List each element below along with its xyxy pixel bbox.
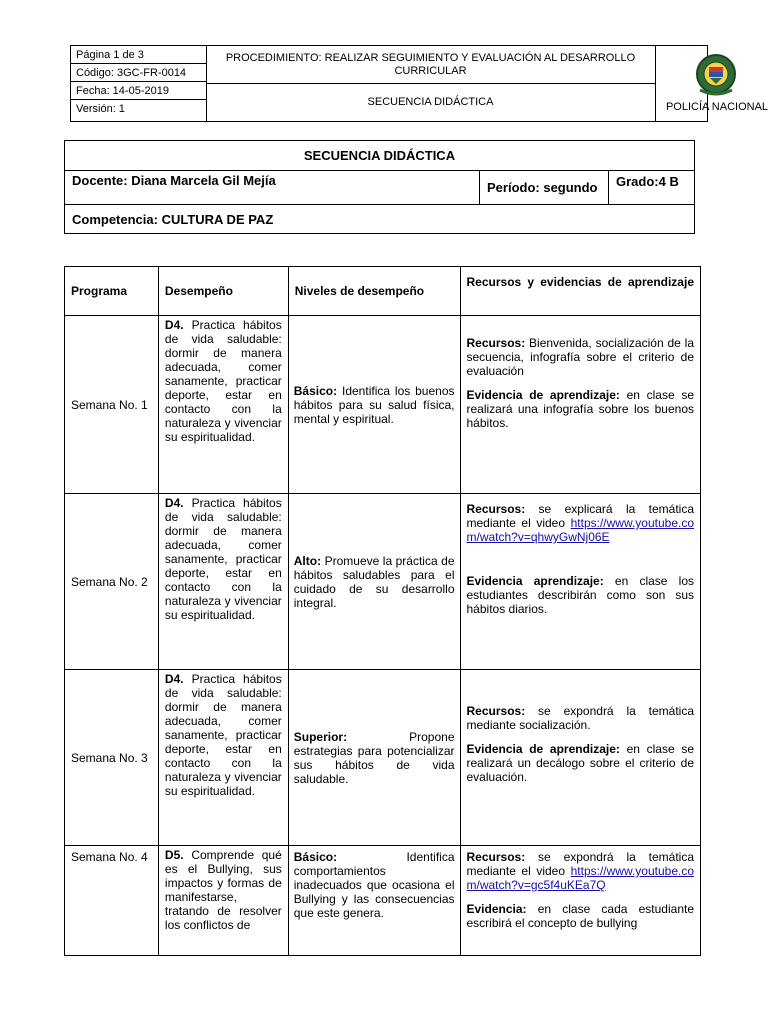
desempeno-text: Practica hábitos de vida saludable: dormir de manera adecuada, comer sanamente, practicar deporte, estar en contacto con la naturaleza y vivenciar su espiritualidad.: [164, 496, 282, 622]
grade: Grado:4 B: [608, 171, 694, 204]
desempeno-cell: [158, 670, 288, 846]
recursos-text: se expondrá la temática mediante socialización.: [466, 704, 694, 732]
header-niveles: Niveles de desempeño: [288, 267, 460, 316]
desempeno-cell: [158, 846, 288, 956]
evidencia-paragraph: [467, 902, 695, 930]
procedure-title: PROCEDIMIENTO: REALIZAR SEGUIMIENTO Y EVALUACIÓN AL DESARROLLO CURRICULAR: [206, 46, 655, 84]
evidencia-label: Evidencia de aprendizaje:: [466, 388, 620, 402]
evidencia-text: en clase se realizará una infografía sobre los buenos hábitos.: [466, 388, 695, 430]
evidencia-text: en clase se realizará un decálogo sobre el criterio de evaluación.: [466, 742, 695, 784]
evidencia-text: en clase cada estudiante escribirá el concepto de bullying: [466, 902, 694, 930]
document-meta: [71, 46, 207, 121]
desempeno-code: D4.: [164, 496, 184, 510]
video-link[interactable]: https://www.youtube.com/watch?v=gc5f4uKEa7Q: [466, 864, 695, 892]
nivel-label: Superior:: [293, 729, 348, 744]
recursos-paragraph: [467, 850, 695, 892]
desempeno-text: Practica hábitos de vida saludable: dormir de manera adecuada, comer sanamente, practicar deporte, estar en contacto con la naturaleza y vivenciar su espiritualidad.: [164, 672, 282, 798]
evidencia-text: en clase los estudiantes describirán como son sus hábitos diarios.: [466, 574, 694, 616]
police-seal-icon: [692, 52, 740, 98]
nivel-label: Básico:: [293, 850, 338, 864]
evidencia-paragraph: [467, 574, 695, 616]
document-code: Código: 3GC-FR-0014: [71, 64, 206, 82]
nivel-label: Básico:: [293, 383, 338, 398]
desempeno-cell: [158, 316, 288, 494]
programa-cell: Semana No. 2: [65, 494, 159, 670]
desempeno-text: Comprende qué es el Bullying, sus impactos y formas de manifestarse, tratando de resolver los conflictos de: [164, 848, 282, 932]
recursos-paragraph: [467, 704, 695, 732]
recursos-text: se explicará la temática mediante el video: [466, 502, 694, 530]
nivel-cell: [288, 670, 460, 846]
header-programa: Programa: [65, 267, 159, 316]
header-desempeno: Desempeño: [158, 267, 288, 316]
recursos-label: Recursos:: [466, 336, 526, 350]
recursos-cell: [460, 494, 701, 670]
desempeno-code: D5.: [164, 848, 184, 862]
desempeno-code: D4.: [164, 318, 184, 332]
nivel-cell: [288, 494, 460, 670]
evidencia-paragraph: [467, 388, 695, 430]
table-row: [65, 316, 701, 494]
institution-name: POLICÍA NACIONAL: [665, 101, 768, 113]
nivel-text: Propone estrategias para potencializar sus hábitos de vida saludable.: [293, 729, 455, 786]
recursos-label: Recursos:: [466, 850, 526, 864]
header-titles: [206, 46, 656, 121]
evidencia-label: Evidencia:: [466, 902, 527, 916]
programa-cell: Semana No. 1: [65, 316, 159, 494]
recursos-paragraph: [467, 336, 695, 378]
programa-cell: Semana No. 3: [65, 670, 159, 846]
recursos-label: Recursos:: [466, 704, 526, 718]
document-date: Fecha: 14-05-2019: [71, 82, 206, 100]
table-header-row: [65, 267, 701, 316]
evidencia-label: Evidencia de aprendizaje:: [466, 742, 620, 756]
evidencia-paragraph: [467, 742, 695, 784]
header-recursos: [460, 267, 701, 316]
sequence-table: [64, 266, 701, 956]
programa-cell: Semana No. 4: [65, 846, 159, 956]
nivel-cell: [288, 846, 460, 956]
period: Período: segundo: [479, 171, 675, 204]
document-version: Versión: 1: [76, 103, 125, 115]
sequence-title: SECUENCIA DIDÁCTICA: [65, 141, 694, 171]
video-link[interactable]: https://www.youtube.com/watch?v=qhwyGwNj06E: [466, 516, 695, 544]
evidencia-label: Evidencia aprendizaje:: [466, 574, 604, 588]
desempeno-text: Practica hábitos de vida saludable: dormir de manera adecuada, comer sanamente, practicar deporte, estar en contacto con la naturaleza y vivenciar su espiritualidad.: [164, 318, 282, 444]
institution-logo-cell: [655, 46, 768, 121]
sequence-info: [64, 140, 695, 234]
recursos-text: Bienvenida, socialización de la secuencia, infografía sobre el criterio de evaluación: [466, 336, 694, 378]
nivel-text: Identifica los buenos hábitos para su salud física, mental y espiritual.: [293, 383, 455, 426]
nivel-text: Promueve la práctica de hábitos saludables para el cuidado de su desarrollo integral.: [293, 553, 455, 610]
nivel-label: Alto:: [293, 553, 322, 568]
nivel-cell: [288, 316, 460, 494]
recursos-cell: [460, 670, 701, 846]
recursos-paragraph: [467, 502, 695, 544]
recursos-cell: [460, 316, 701, 494]
teacher-name: Docente: Diana Marcela Gil Mejía: [72, 173, 276, 188]
page-number: Página 1 de 3: [71, 46, 206, 64]
desempeno-code: D4.: [164, 672, 184, 686]
recursos-label: Recursos:: [466, 502, 526, 516]
table-row: [65, 846, 701, 956]
recursos-cell: [460, 846, 701, 956]
table-row: [65, 670, 701, 846]
desempeno-cell: [158, 494, 288, 670]
recursos-text: se expondrá la temática mediante el video: [466, 850, 694, 878]
document-header: [70, 45, 768, 122]
table-row: [65, 494, 701, 670]
sequence-subtitle: SECUENCIA DIDÁCTICA: [367, 96, 494, 108]
nivel-text: Identifica comportamientos inadecuados que ocasiona el Bullying y las consecuencias que este genera.: [293, 850, 455, 920]
competency: Competencia: CULTURA DE PAZ: [72, 212, 274, 227]
teacher-row: [65, 171, 694, 205]
header-recursos-text: Recursos y evidencias de aprendizaje: [466, 275, 694, 289]
